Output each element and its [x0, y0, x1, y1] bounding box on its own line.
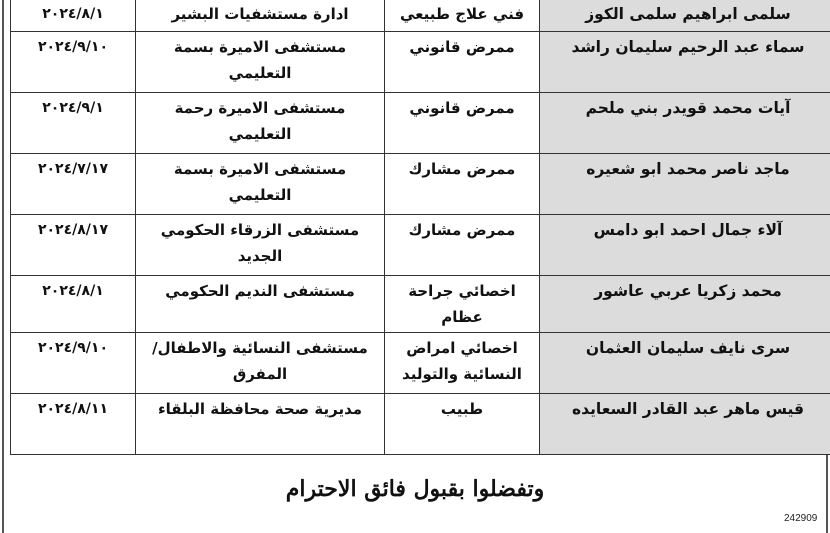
employee-position: فني علاج طبيعي — [385, 0, 540, 32]
employee-position: اخصائي جراحة عظام — [385, 276, 540, 333]
employee-name: ماجد ناصر محمد ابو شعيره — [540, 154, 830, 215]
employee-position: ممرض قانوني — [385, 93, 540, 154]
employee-date: ٢٠٢٤/٧/١٧ — [11, 154, 136, 215]
employee-date: ٢٠٢٤/٨/١ — [11, 276, 136, 333]
table-row — [11, 0, 830, 32]
table-row — [11, 215, 830, 276]
employee-position: ممرض مشارك — [385, 215, 540, 276]
table-row — [11, 276, 830, 333]
employee-name: سلمى ابراهيم سلمى الكوز — [540, 0, 830, 32]
employee-name: سماء عبد الرحيم سليمان راشد — [540, 32, 830, 93]
employee-position: ممرض قانوني — [385, 32, 540, 93]
page-border-left — [2, 0, 4, 533]
table-row — [11, 154, 830, 215]
table-row — [11, 394, 830, 455]
employee-position: ممرض مشارك — [385, 154, 540, 215]
employee-workplace: مستشفى النديم الحكومي — [136, 276, 385, 333]
employee-name: آلاء جمال احمد ابو دامس — [540, 215, 830, 276]
employee-workplace: ادارة مستشفيات البشير — [136, 0, 385, 32]
employee-name: آيات محمد قويدر بني ملحم — [540, 93, 830, 154]
employee-position: اخصائي امراض النسائية والتوليد — [385, 333, 540, 394]
employee-workplace: مستشفى الاميرة بسمة التعليمي — [136, 32, 385, 93]
employee-date: ٢٠٢٤/٨/١٧ — [11, 215, 136, 276]
employee-date: ٢٠٢٤/٩/١٠ — [11, 333, 136, 394]
table-row — [11, 32, 830, 93]
table-row — [11, 333, 830, 394]
ad-number: 242909 — [784, 513, 818, 524]
employee-date: ٢٠٢٤/٨/١ — [11, 0, 136, 32]
table-row — [11, 93, 830, 154]
employee-workplace: مستشفى الاميرة بسمة التعليمي — [136, 154, 385, 215]
employee-date: ٢٠٢٤/٨/١١ — [11, 394, 136, 455]
employee-workplace: مستشفى الزرقاء الحكومي الجديد — [136, 215, 385, 276]
employee-workplace: مديرية صحة محافظة البلقاء — [136, 394, 385, 455]
employee-position: طبيب — [385, 394, 540, 455]
employee-workplace: مستشفى الاميرة رحمة التعليمي — [136, 93, 385, 154]
employee-date: ٢٠٢٤/٩/١٠ — [11, 32, 136, 93]
employee-date: ٢٠٢٤/٩/١ — [11, 93, 136, 154]
employee-name: محمد زكريا عربي عاشور — [540, 276, 830, 333]
employee-name: سرى نايف سليمان العثمان — [540, 333, 830, 394]
closing-statement: وتفضلوا بقبول فائق الاحترام — [285, 476, 545, 502]
employee-workplace: مستشفى النسائية والاطفال/المفرق — [136, 333, 385, 394]
employees-table — [10, 0, 830, 455]
employee-name: قيس ماهر عبد القادر السعايده — [540, 394, 830, 455]
